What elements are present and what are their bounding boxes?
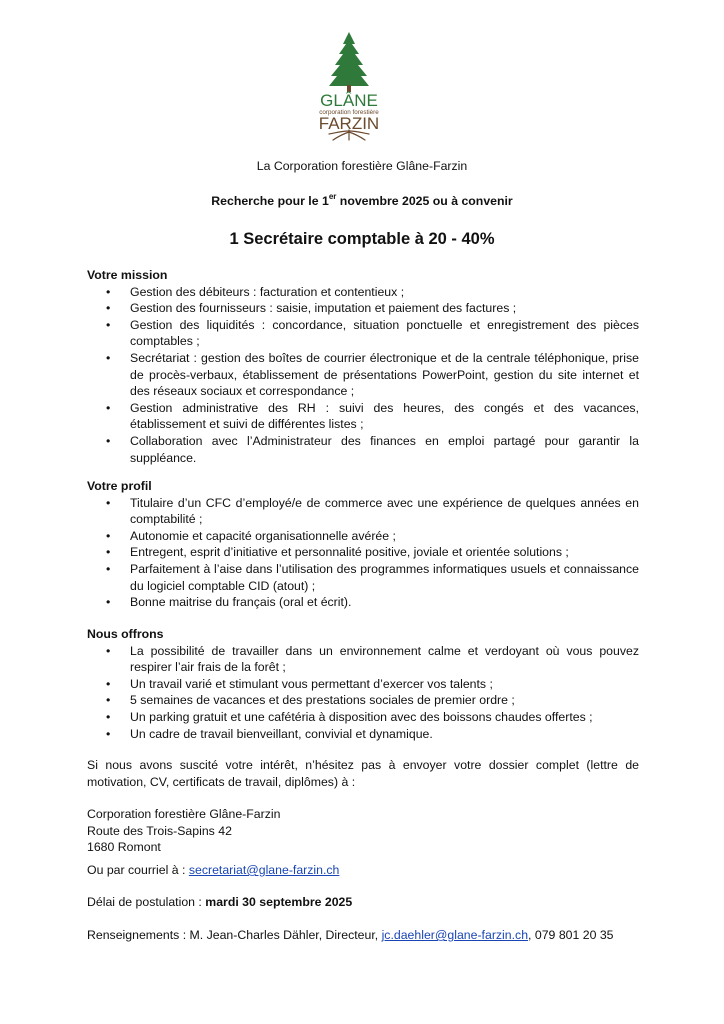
deadline-line bbox=[87, 894, 639, 911]
info-prefix: Renseignements : M. Jean-Charles Dähler, Directeur, bbox=[87, 928, 382, 942]
email-line bbox=[87, 862, 639, 879]
address-line: Route des Trois-Sapins 42 bbox=[87, 823, 232, 838]
search-line bbox=[0, 193, 724, 210]
deadline-date: mardi 30 septembre 2025 bbox=[205, 895, 353, 909]
list-item: • La possibilité de travailler dans un environnement calme et verdoyant où vous pouvez respirer l’air frais de la forêt ; bbox=[130, 643, 639, 676]
list-item: • Un travail varié et stimulant vous permettant d’exercer vos talents ; bbox=[130, 676, 639, 693]
email-prefix: Ou par courriel à : bbox=[87, 863, 189, 877]
address-line: Corporation forestière Glâne-Farzin bbox=[87, 807, 281, 821]
address-line: 1680 Romont bbox=[87, 840, 161, 855]
list-item: • Secrétariat : gestion des boîtes de courrier électronique et de la centrale téléphonique, prise de procès-verbaux, établissement de présentations PowerPoint, gestion du site internet et des réseaux sociaux et correspondance ; bbox=[130, 350, 639, 400]
search-before: Recherche pour le 1 bbox=[211, 194, 329, 208]
list-item: • Gestion des débiteurs : facturation et contentieux ; bbox=[130, 284, 639, 301]
list-item: • 5 semaines de vacances et des prestations sociales de premier ordre ; bbox=[130, 692, 639, 709]
logo-line2: corporation forestière bbox=[319, 109, 379, 116]
offrons-section bbox=[87, 626, 639, 742]
offrons-title: Nous offrons bbox=[87, 627, 164, 641]
logo-line1: GLÂNE bbox=[320, 91, 378, 110]
list-item: • Un parking gratuit et une cafétéria à disposition avec des boissons chaudes offertes ; bbox=[130, 709, 639, 726]
list-item: • Autonomie et capacité organisationnelle avérée ; bbox=[130, 528, 639, 545]
list-item: • Titulaire d’un CFC d’employé/e de commerce avec une expérience de quelques années en comptabilité ; bbox=[130, 495, 639, 528]
search-sup: er bbox=[328, 191, 337, 201]
profil-title: Votre profil bbox=[87, 479, 152, 493]
list-item: • Un cadre de travail bienveillant, convivial et dynamique. bbox=[130, 726, 639, 743]
corporation-logo bbox=[303, 30, 395, 142]
list-item: • Gestion des liquidités : concordance, situation ponctuelle et enregistrement des pièces comptables ; bbox=[130, 317, 639, 350]
mission-list bbox=[87, 284, 639, 467]
list-item: • Collaboration avec l’Administrateur des finances en emploi partagé pour garantir la suppléance. bbox=[130, 433, 639, 466]
interest-paragraph: Si nous avons suscité votre intérêt, n’hésitez pas à envoyer votre dossier complet (lettre de motivation, CV, certificats de travail, diplômes) à : bbox=[87, 758, 639, 789]
list-item: • Entregent, esprit d’initiative et personnalité positive, joviale et orientée solutions ; bbox=[130, 544, 639, 561]
info-line bbox=[87, 927, 639, 944]
deadline-prefix: Délai de postulation : bbox=[87, 895, 206, 909]
intro-line: La Corporation forestière Glâne-Farzin bbox=[256, 159, 468, 173]
tree-logo-icon bbox=[303, 30, 395, 142]
postal-address bbox=[87, 806, 639, 856]
mission-title: Votre mission bbox=[87, 268, 168, 282]
job-title: 1 Secrétaire comptable à 20 - 40% bbox=[229, 230, 495, 248]
director-email-link[interactable]: jc.daehler@glane-farzin.ch bbox=[381, 928, 529, 942]
secretariat-email-link[interactable]: secretariat@glane-farzin.ch bbox=[188, 863, 340, 877]
search-after: novembre 2025 ou à convenir bbox=[336, 194, 513, 208]
list-item: • Bonne maitrise du français (oral et écrit). bbox=[130, 594, 639, 611]
logo-line3: FARZIN bbox=[318, 114, 380, 133]
list-item: • Gestion des fournisseurs : saisie, imputation et paiement des factures ; bbox=[130, 300, 639, 317]
list-item: • Gestion administrative des RH : suivi des heures, des congés et des vacances, établissement et suivi de différentes listes ; bbox=[130, 400, 639, 433]
info-suffix: , 079 801 20 35 bbox=[528, 928, 614, 942]
list-item: • Parfaitement à l’aise dans l’utilisation des programmes informatiques usuels et connaissance du logiciel comptable CID (atout) ; bbox=[130, 561, 639, 594]
profil-list bbox=[87, 495, 639, 611]
mission-section bbox=[87, 267, 639, 466]
profil-section bbox=[87, 478, 639, 611]
offrons-list bbox=[87, 643, 639, 743]
